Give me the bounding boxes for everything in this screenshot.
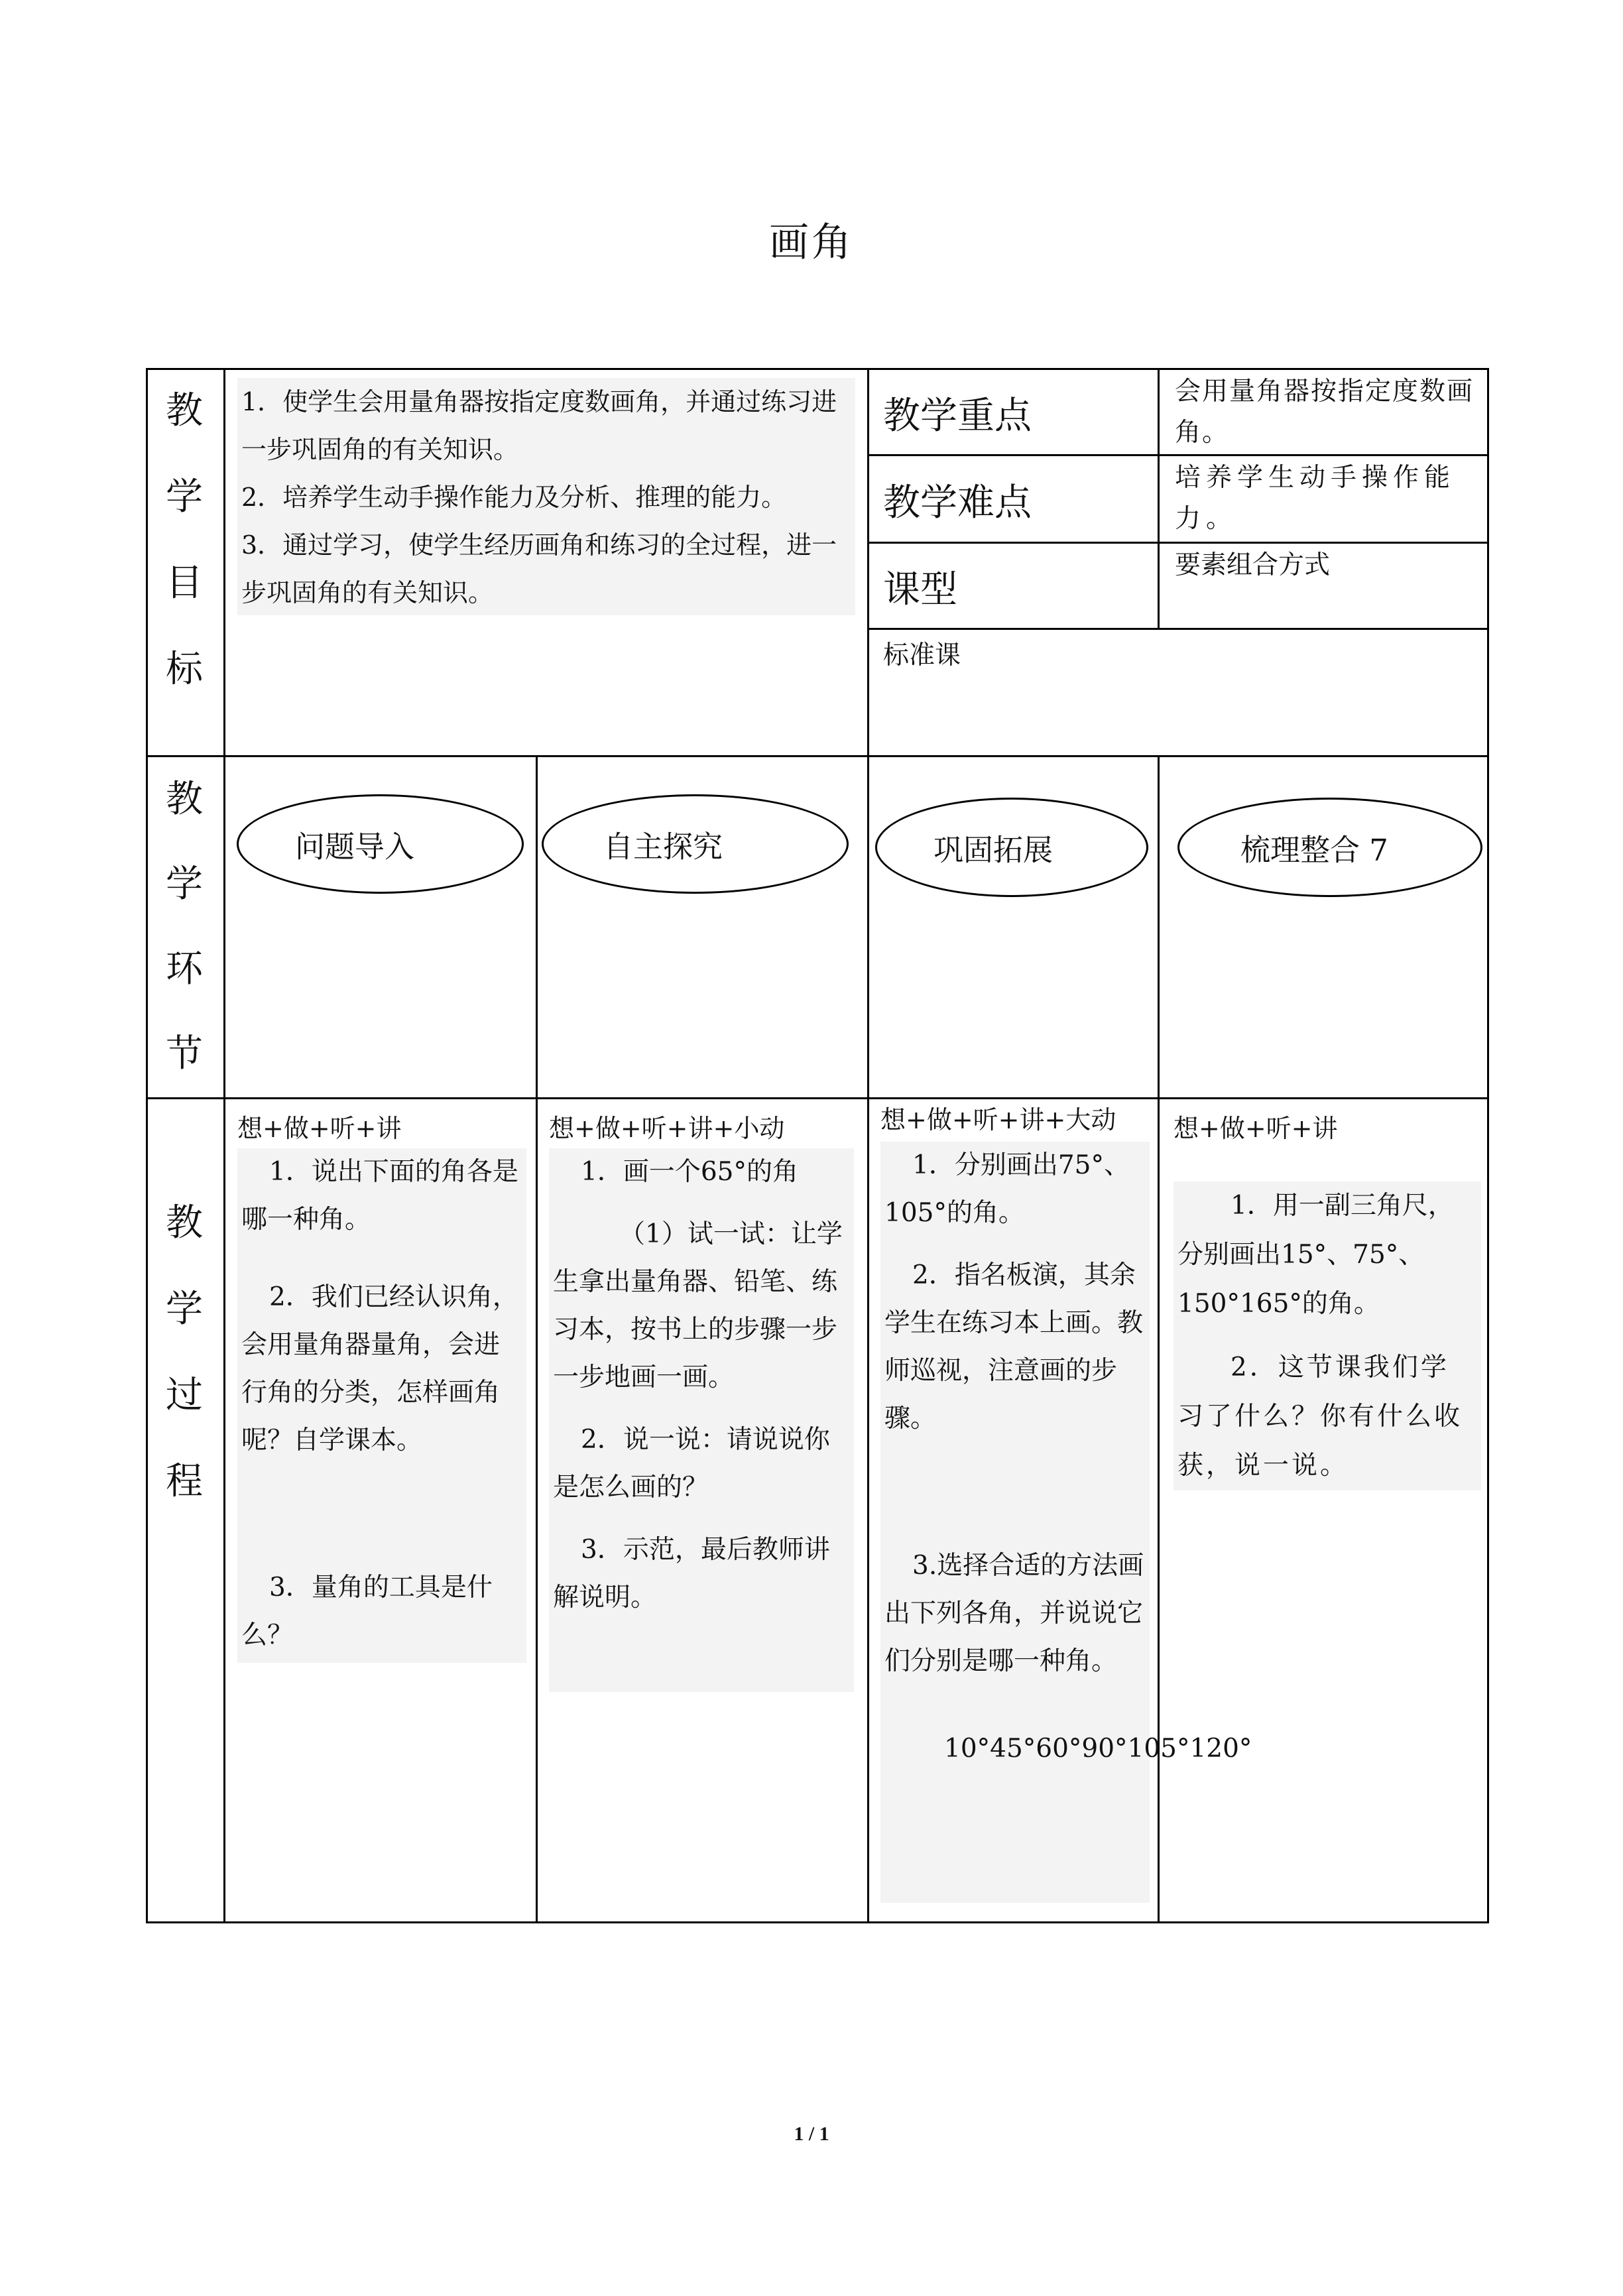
type-extra: 标准课 bbox=[883, 640, 961, 670]
col1-header: 想+做+听+讲 bbox=[237, 1114, 402, 1143]
col2-header: 想+做+听+讲+小动 bbox=[549, 1114, 785, 1143]
process-col-3 bbox=[880, 1098, 1252, 1903]
col3-item-2: 2．指名板演，其余学生在练习本上画。教师巡视，注意画的步骤。 bbox=[884, 1260, 1144, 1433]
process-col-4 bbox=[1173, 1109, 1481, 1505]
label-process: 教 学 过 程 bbox=[166, 1201, 203, 1503]
col2-item-2: （1）试一试：让学生拿出量角器、铅笔、练习本，按书上的步骤一步一步地画一画。 bbox=[553, 1219, 843, 1392]
stage-oval-1: 问题导入 bbox=[237, 794, 524, 894]
difficulty-value: 培养学生动手操作能力。 bbox=[1175, 463, 1456, 534]
col1-item-2: 2．我们已经认识角，会用量角器量角，会进行角的分类，怎样画角呢？自学课本。 bbox=[241, 1282, 518, 1455]
stage-oval-3: 巩固拓展 bbox=[875, 798, 1148, 897]
focus-label: 教学重点 bbox=[883, 394, 1032, 438]
stage-oval-2: 自主探究 bbox=[542, 794, 849, 894]
objective-2: 2．培养学生动手操作能力及分析、推理的能力。 bbox=[241, 483, 787, 512]
type-value: 要素组合方式 bbox=[1175, 550, 1331, 580]
col3-item-4: 10°45°60°90°105°120° bbox=[944, 1734, 1252, 1764]
page-number: 1 / 1 bbox=[794, 2123, 829, 2145]
col2-item-4: 3．示范，最后教师讲解说明。 bbox=[553, 1535, 830, 1612]
col3-item-1: 1．分别画出75°、105°的角。 bbox=[884, 1150, 1130, 1228]
objective-3: 3．通过学习，使学生经历画角和练习的全过程，进一步巩固角的有关知识。 bbox=[241, 530, 837, 607]
col4-item-2: 2．这节课我们学习了什么？你有什么收获，说一说。 bbox=[1177, 1353, 1463, 1480]
label-objectives: 教 学 目 标 bbox=[166, 389, 203, 691]
col2-item-3: 2．说一说：请说说你是怎么画的？ bbox=[553, 1425, 830, 1502]
col3-item-3: 3.选择合适的方法画出下列各角，并说说它们分别是哪一种角。 bbox=[884, 1551, 1144, 1676]
objectives-text bbox=[237, 378, 855, 615]
objective-1: 1．使学生会用量角器按指定度数画角，并通过练习进一步巩固角的有关知识。 bbox=[241, 387, 837, 464]
document-title: 画角 bbox=[769, 219, 854, 266]
col4-header: 想+做+听+讲 bbox=[1173, 1114, 1338, 1143]
process-col-2 bbox=[549, 1109, 854, 1692]
difficulty-label: 教学难点 bbox=[883, 481, 1032, 524]
col1-item-3: 3．量角的工具是什么？ bbox=[241, 1573, 493, 1650]
col3-header: 想+做+听+讲+大动 bbox=[880, 1105, 1116, 1134]
process-col-1 bbox=[237, 1109, 526, 1663]
type-label: 课型 bbox=[883, 568, 957, 611]
focus-value: 会用量角器按指定度数画角。 bbox=[1175, 377, 1474, 448]
stage-oval-4: 梳理整合 7 bbox=[1177, 798, 1482, 897]
col4-item-1: 1．用一副三角尺，分别画出15°、75°、150°165°的角。 bbox=[1177, 1191, 1454, 1319]
col2-item-1: 1．画一个65°的角 bbox=[581, 1157, 798, 1187]
col1-item-1: 1．说出下面的角各是哪一种角。 bbox=[241, 1157, 518, 1235]
label-stages: 教 学 环 节 bbox=[166, 778, 203, 1075]
